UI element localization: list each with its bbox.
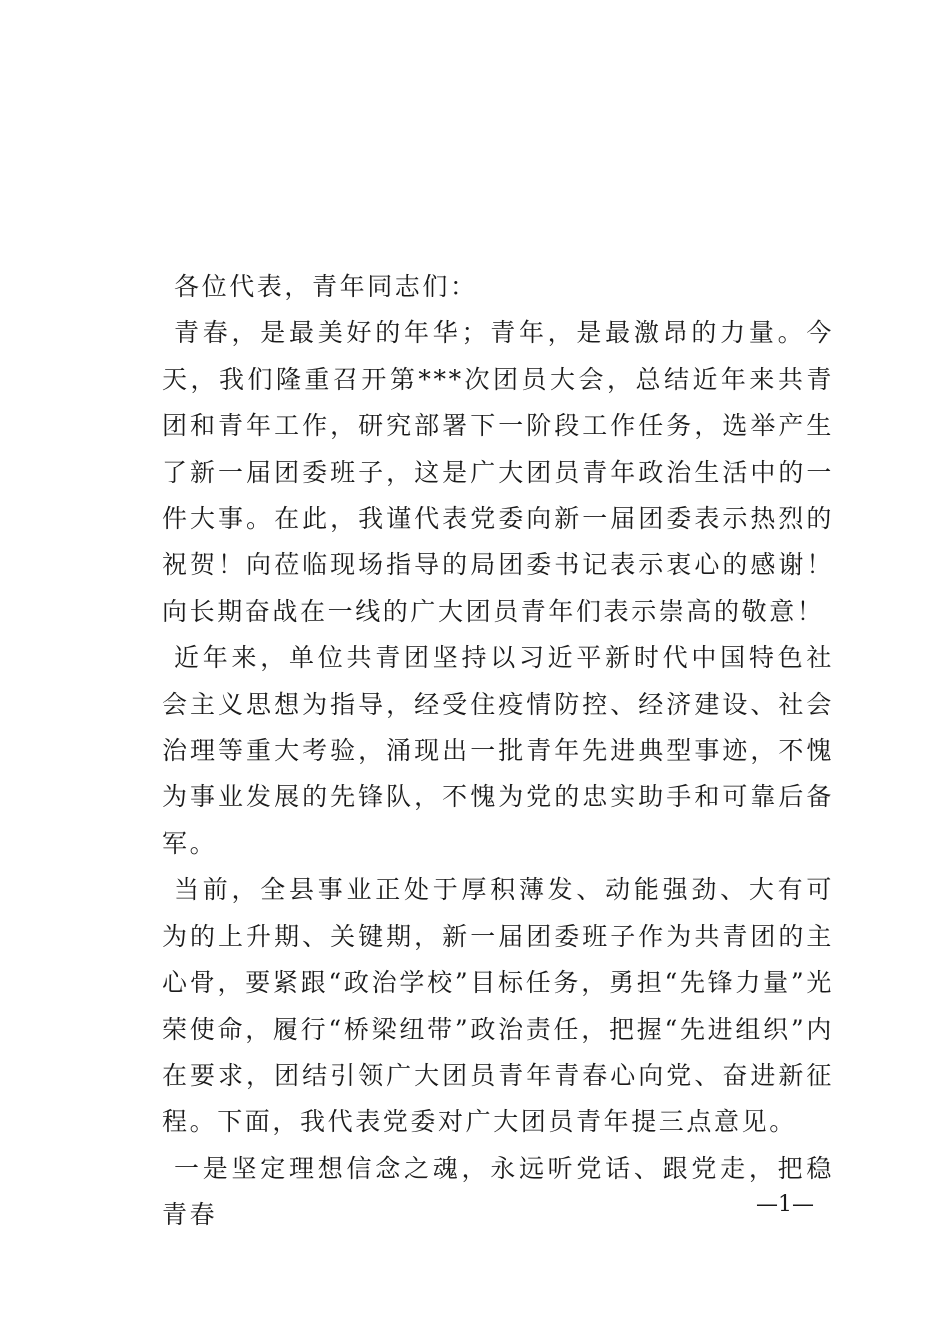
document-body: [162, 264, 834, 1239]
paragraph-point-one: 一是坚定理想信念之魂，永远听党话、跟党走，把稳青春: [162, 1153, 834, 1230]
paragraph-current: 当前，全县事业正处于厚积薄发、动能强劲、大有可为的上升期、关键期，新一届团委班子作为共青团的主心骨，要紧跟“政治学校”目标任务，勇担“先锋力量”光荣使命，履行“桥梁纽带”政治责任，把握“先进组织”内在要求，团结引领广大团员青年青春心向党、奋进新征程。下面，我代表党委对广大团员青年提三点意见。: [162, 875, 834, 1137]
greeting-line: 各位代表，青年同志们：: [174, 272, 478, 301]
paragraph-recent-years: 近年来，单位共青团坚持以习近平新时代中国特色社会主义思想为指导，经受住疫情防控、经济建设、社会治理等重大考验，涌现出一批青年先进典型事迹，不愧为事业发展的先锋队，不愧为党的忠实助手和可靠后备军。: [162, 643, 834, 858]
page-number: —1—: [756, 1192, 814, 1217]
paragraph-opening: 青春，是最美好的年华；青年，是最激昂的力量。今天，我们隆重召开第***次团员大会，总结近年来共青团和青年工作，研究部署下一阶段工作任务，选举产生了新一届团委班子，这是广大团员青年政治生活中的一件大事。在此，我谨代表党委向新一届团委表示热烈的祝贺！向莅临现场指导的局团委书记表示衷心的感谢！向长期奋战在一线的广大团员青年们表示崇高的敬意！: [162, 318, 834, 626]
